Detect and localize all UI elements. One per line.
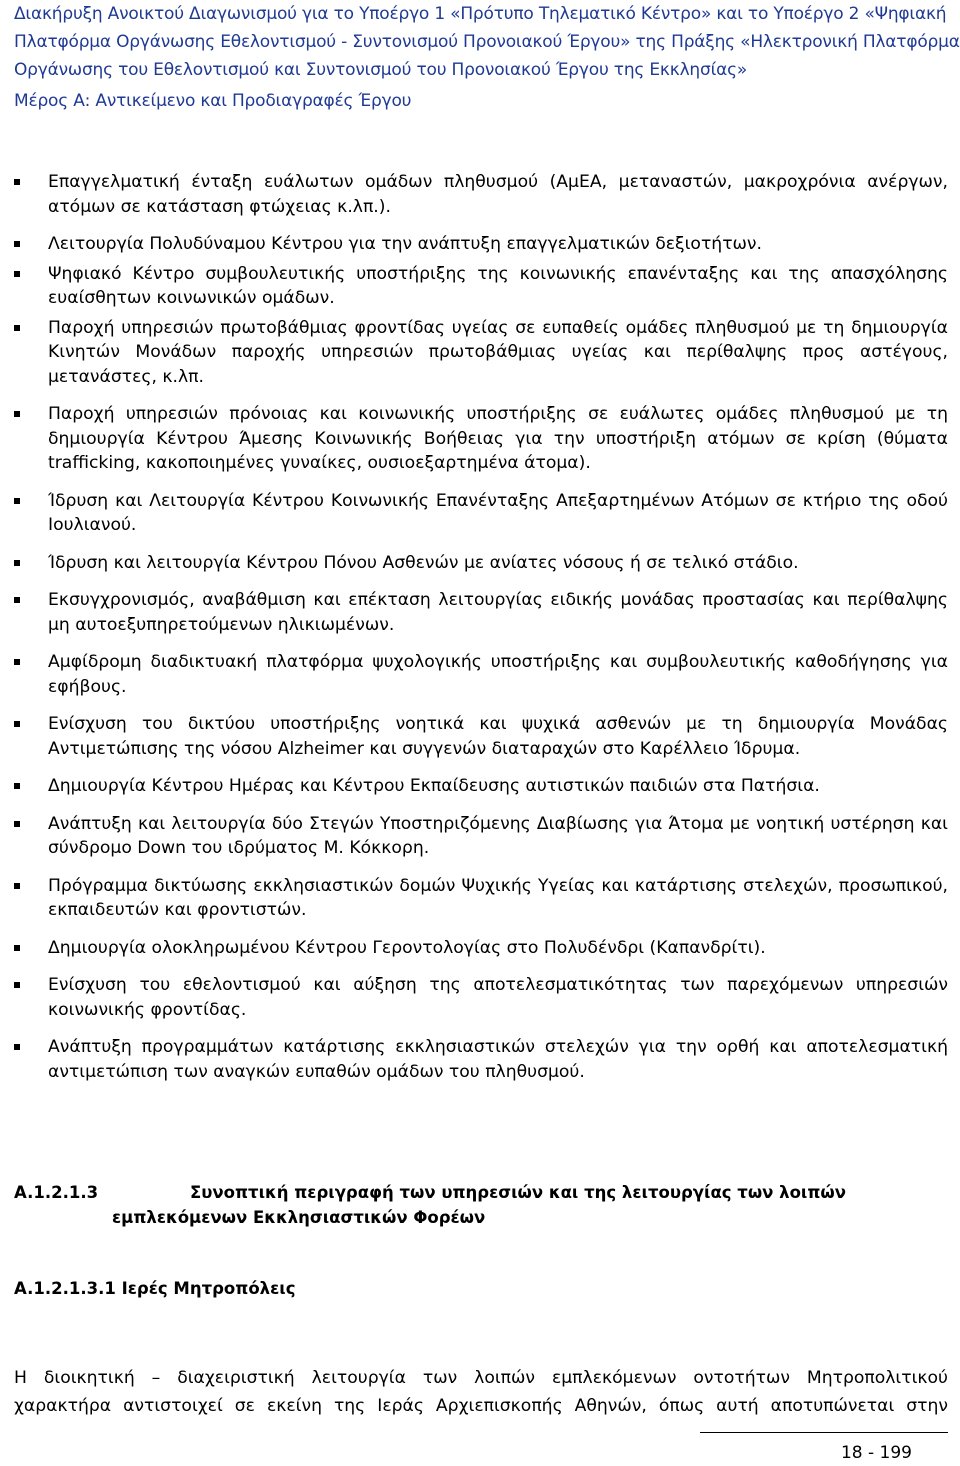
list-item: Δημιουργία Κέντρου Ημέρας και Κέντρου Εκπαίδευσης αυτιστικών παιδιών στα Πατήσια. [14, 774, 948, 799]
square-bullet-icon [14, 945, 20, 951]
list-item: Πρόγραμμα δικτύωσης εκκλησιαστικών δομών Ψυχικής Υγείας και κατάρτισης στελεχών, προσωπικού, εκπαιδευτών και φροντιστών. [14, 874, 948, 923]
square-bullet-icon [14, 821, 20, 827]
list-item: Παροχή υπηρεσιών πρωτοβάθμιας φροντίδας υγείας σε ευπαθείς ομάδες πληθυσμού με τη δημιουργία Κινητών Μονάδων παροχής υπηρεσιών πρωτοβάθμιας υγείας και περίθαλψης προς αστέγους, μετανάστες, κ.λπ. [14, 316, 948, 390]
section-number: A.1.2.1.3 [14, 1183, 99, 1202]
list-item: Ανάπτυξη και λειτουργία δύο Στεγών Υποστηριζόμενης Διαβίωσης για Άτομα με νοητική υστέρηση και σύνδρομο Down του ιδρύματος Μ. Κόκκορη. [14, 812, 948, 861]
document-header [14, 0, 960, 115]
list-item: Ανάπτυξη προγραμμάτων κατάρτισης εκκλησιαστικών στελεχών για την ορθή και αποτελεσματική αντιμετώπιση των αναγκών ευπαθών ομάδων του πληθυσμού. [14, 1035, 948, 1084]
subsection-number: A.1.2.1.3.1 [14, 1279, 116, 1298]
section-heading-a121311 [14, 1276, 296, 1301]
list-item: Επαγγελματική ένταξη ευάλωτων ομάδων πληθυσμού (ΑμΕΑ, μεταναστών, μακροχρόνια ανέργων, ατόμων σε κατάσταση φτώχειας κ.λπ.). [14, 170, 948, 219]
section-title-line-2: εμπλεκόμενων Εκκλησιαστικών Φορέων [112, 1208, 486, 1227]
list-item: Ενίσχυση του εθελοντισμού και αύξηση της αποτελεσματικότητας των παρεχόμενων υπηρεσιών κοινωνικής φροντίδας. [14, 973, 948, 1022]
list-item: Δημιουργία ολοκληρωμένου Κέντρου Γεροντολογίας στο Πολυδένδρι (Καπανδρίτι). [14, 936, 948, 961]
list-item: Ψηφιακό Κέντρο συμβουλευτικής υποστήριξης της κοινωνικής επανένταξης και της απασχόλησης ευαίσθητων κοινωνικών ομάδων. [14, 262, 948, 311]
square-bullet-icon [14, 1044, 20, 1050]
square-bullet-icon [14, 721, 20, 727]
section-title-line-1: Συνοπτική περιγραφή των υπηρεσιών και της λειτουργίας των λοιπών [190, 1183, 846, 1202]
square-bullet-icon [14, 179, 20, 185]
square-bullet-icon [14, 241, 20, 247]
subsection-title: Ιερές Μητροπόλεις [121, 1279, 296, 1298]
square-bullet-icon [14, 498, 20, 504]
square-bullet-icon [14, 597, 20, 603]
square-bullet-icon [14, 411, 20, 417]
list-item: Εκσυγχρονισμός, αναβάθμιση και επέκταση λειτουργίας ειδικής μονάδας προστασίας και περίθαλψης μη αυτοεξυπηρετούμενων ηλικιωμένων. [14, 588, 948, 637]
square-bullet-icon [14, 271, 20, 277]
header-title-line-3: Οργάνωσης του Εθελοντισμού και Συντονισμού του Προνοιακού Έργου της Εκκλησίας» [14, 60, 748, 80]
body-paragraph [14, 1364, 948, 1420]
bullet-list [14, 170, 948, 1097]
square-bullet-icon [14, 560, 20, 566]
paragraph-line-1: Η διοικητική – διαχειριστική λειτουργία των λοιπών εμπλεκόμενων οντοτήτων Μητροπολιτικού [14, 1368, 948, 1388]
header-title-line-2: Πλατφόρμα Οργάνωσης Εθελοντισμού - Συντονισμού Προνοιακού Έργου» της Πράξης «Ηλεκτρονική Πλατφόρμα [14, 32, 960, 52]
section-heading-a12131 [14, 1180, 948, 1230]
page-number: 18 - 199 [840, 1443, 912, 1463]
list-item: Λειτουργία Πολυδύναμου Κέντρου για την ανάπτυξη επαγγελματικών δεξιοτήτων. [14, 232, 948, 257]
square-bullet-icon [14, 883, 20, 889]
square-bullet-icon [14, 659, 20, 665]
header-part-title: Μέρος Α: Αντικείμενο και Προδιαγραφές Έργου [14, 91, 412, 111]
list-item: Ίδρυση και Λειτουργία Κέντρου Κοινωνικής Επανένταξης Απεξαρτημένων Ατόμων σε κτήριο της οδού Ιουλιανού. [14, 489, 948, 538]
paragraph-line-2: χαρακτήρα αντιστοιχεί σε εκείνη της Ιεράς Αρχιεπισκοπής Αθηνών, όπως αυτή αποτυπώνεται στην [14, 1396, 948, 1416]
footer-divider [700, 1432, 948, 1433]
square-bullet-icon [14, 982, 20, 988]
list-item: Αμφίδρομη διαδικτυακή πλατφόρμα ψυχολογικής υποστήριξης και συμβουλευτικής καθοδήγησης για εφήβους. [14, 650, 948, 699]
list-item: Ενίσχυση του δικτύου υποστήριξης νοητικά και ψυχικά ασθενών με τη δημιουργία Μονάδας Αντιμετώπισης της νόσου Alzheimer και συγγενών διαταραχών στο Καρέλλειο Ίδρυμα. [14, 712, 948, 761]
square-bullet-icon [14, 325, 20, 331]
header-title-line-1: Διακήρυξη Ανοικτού Διαγωνισμού για το Υποέργο 1 «Πρότυπο Τηλεματικό Κέντρο» και το Υποέργο 2 «Ψηφιακή [14, 4, 947, 24]
list-item: Ίδρυση και λειτουργία Κέντρου Πόνου Ασθενών με ανίατες νόσους ή σε τελικό στάδιο. [14, 551, 948, 576]
square-bullet-icon [14, 783, 20, 789]
list-item: Παροχή υπηρεσιών πρόνοιας και κοινωνικής υποστήριξης σε ευάλωτες ομάδες πληθυσμού με τη δημιουργία Κέντρου Άμεσης Κοινωνικής Βοήθειας για την υποστήριξη ατόμων σε κρίση (θύματα trafficking, κακοποιημένες γυναίκες, ουσιοεξαρτημένα άτομα). [14, 402, 948, 476]
